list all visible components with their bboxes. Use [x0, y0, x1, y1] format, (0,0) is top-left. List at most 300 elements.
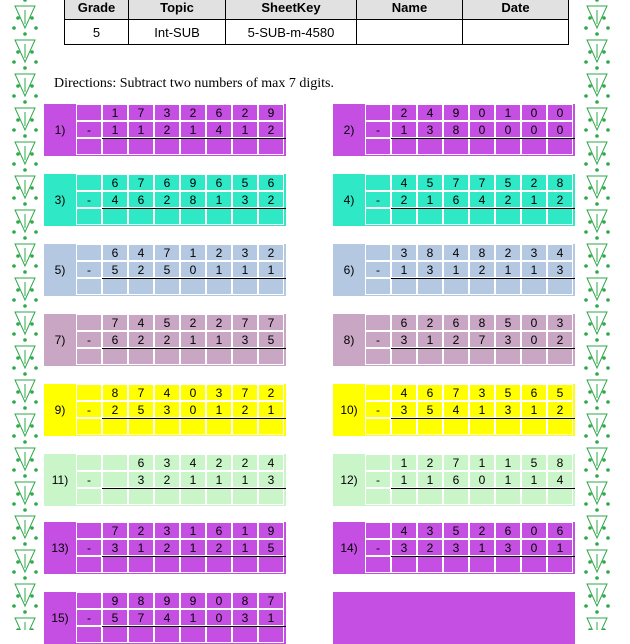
answer-cell[interactable]	[417, 208, 443, 225]
problem-number: 13)	[44, 522, 76, 574]
minuend-digit: 3	[206, 384, 232, 401]
answer-cell[interactable]	[365, 208, 391, 225]
subtrahend-digit: 1	[206, 191, 232, 208]
dot-ornament	[12, 502, 16, 506]
dot-ornament	[34, 468, 38, 472]
subtraction-line	[391, 348, 575, 349]
answer-cell[interactable]	[365, 488, 391, 505]
answer-cell[interactable]	[495, 418, 521, 435]
dot-ornament	[588, 560, 592, 564]
subtrahend-digit: 5	[417, 401, 443, 418]
minuend-digit: 2	[180, 314, 206, 331]
minuend-digit	[365, 104, 391, 121]
answer-cell[interactable]	[547, 488, 573, 505]
minuend-digit: 4	[443, 244, 469, 261]
dot-ornament	[23, 134, 27, 138]
subtrahend-digit: 1	[180, 331, 206, 348]
answer-cell[interactable]	[443, 278, 469, 295]
answer-cell[interactable]	[102, 348, 128, 365]
problem-grid	[365, 522, 575, 574]
dot-ornament	[606, 26, 610, 30]
minuend-digit: 4	[128, 244, 154, 261]
dot-ornament	[12, 298, 16, 302]
answer-cell[interactable]	[391, 556, 417, 573]
subtrahend-digit: 2	[443, 331, 469, 348]
answer-cell[interactable]	[547, 278, 573, 295]
dot-ornament	[30, 560, 34, 564]
minuend-digit: 2	[206, 454, 232, 471]
problem-number: 6)	[333, 244, 365, 296]
subtrahend-digit: 1	[417, 191, 443, 208]
problem-grid	[365, 384, 575, 436]
answer-cell[interactable]	[206, 626, 232, 643]
dot-ornament	[584, 264, 588, 268]
answer-cell[interactable]	[258, 626, 284, 643]
dot-ornament	[16, 526, 20, 530]
minuend-digit: 2	[495, 244, 521, 261]
subtrahend-digit: 2	[258, 191, 284, 208]
dot-ornament	[16, 254, 20, 258]
subtrahend-digit: 3	[495, 331, 521, 348]
problem-grid	[365, 104, 575, 156]
minuend-digit: 0	[469, 104, 495, 121]
minus-sign: -	[365, 471, 391, 488]
problem-grid	[76, 314, 286, 366]
subtrahend-digit: 0	[521, 331, 547, 348]
answer-cell[interactable]	[154, 418, 180, 435]
answer-cell[interactable]	[102, 626, 128, 643]
dot-ornament	[34, 400, 38, 404]
answer-cell[interactable]	[391, 138, 417, 155]
dot-ornament	[12, 128, 16, 132]
answer-cell[interactable]	[128, 626, 154, 643]
dot-ornament	[12, 94, 16, 98]
minuend-digit	[76, 174, 102, 191]
answer-cell[interactable]	[180, 626, 206, 643]
subtrahend-digit: 1	[206, 401, 232, 418]
subtraction-line	[102, 556, 286, 557]
dot-ornament	[606, 468, 610, 472]
answer-cell[interactable]	[206, 278, 232, 295]
dot-ornament	[588, 492, 592, 496]
dot-ornament	[602, 322, 606, 326]
minuend-digit: 7	[128, 174, 154, 191]
answer-cell[interactable]	[469, 488, 495, 505]
dot-ornament	[30, 16, 34, 20]
subtraction-line	[102, 278, 286, 279]
answer-cell[interactable]	[232, 556, 258, 573]
subtrahend-digit: 5	[102, 261, 128, 278]
subtrahend-digit: 1	[232, 471, 258, 488]
answer-cell[interactable]	[547, 348, 573, 365]
subtrahend-digit: 2	[547, 191, 573, 208]
minuend-digit: 9	[102, 592, 128, 609]
subtraction-line	[391, 138, 575, 139]
answer-cell[interactable]	[521, 348, 547, 365]
answer-cell[interactable]	[469, 208, 495, 225]
answer-cell[interactable]	[417, 348, 443, 365]
dot-ornament	[34, 60, 38, 64]
answer-cell[interactable]	[232, 208, 258, 225]
answer-cell[interactable]	[521, 138, 547, 155]
answer-cell[interactable]	[76, 278, 102, 295]
answer-cell[interactable]	[154, 348, 180, 365]
answer-cell[interactable]	[417, 556, 443, 573]
subtrahend-digit: 2	[469, 261, 495, 278]
answer-cell[interactable]	[258, 138, 284, 155]
answer-cell[interactable]	[417, 278, 443, 295]
dot-ornament	[602, 356, 606, 360]
minuend-digit: 1	[102, 104, 128, 121]
subtrahend-digit: 1	[180, 609, 206, 626]
problem-number: 4)	[333, 174, 365, 226]
minuend-digit: 2	[206, 244, 232, 261]
answer-cell[interactable]	[443, 208, 469, 225]
answer-cell[interactable]	[102, 488, 128, 505]
dot-ornament	[584, 26, 588, 30]
answer-cell[interactable]	[391, 208, 417, 225]
answer-cell[interactable]	[258, 418, 284, 435]
answer-cell[interactable]	[180, 348, 206, 365]
answer-cell[interactable]	[232, 278, 258, 295]
answer-cell[interactable]	[417, 488, 443, 505]
dot-ornament	[30, 152, 34, 156]
subtraction-line	[102, 488, 286, 489]
subtrahend-digit: 8	[443, 121, 469, 138]
dot-ornament	[23, 610, 27, 614]
dot-ornament	[602, 84, 606, 88]
answer-cell[interactable]	[391, 348, 417, 365]
dot-ornament	[23, 542, 27, 546]
answer-cell[interactable]	[495, 208, 521, 225]
minuend-digit: 0	[521, 104, 547, 121]
subtrahend-digit: 3	[391, 331, 417, 348]
subtrahend-digit: 2	[495, 191, 521, 208]
minuend-digit: 4	[180, 454, 206, 471]
dot-ornament	[16, 356, 20, 360]
answer-cell[interactable]	[521, 488, 547, 505]
name-field[interactable]	[357, 20, 463, 45]
answer-cell[interactable]	[365, 138, 391, 155]
subtrahend-digit: 1	[521, 191, 547, 208]
answer-cell[interactable]	[469, 418, 495, 435]
dot-ornament	[588, 254, 592, 258]
subtrahend-digit: 0	[180, 261, 206, 278]
answer-cell[interactable]	[102, 138, 128, 155]
answer-cell[interactable]	[206, 208, 232, 225]
minuend-digit: 3	[232, 244, 258, 261]
subtrahend-digit: 3	[258, 471, 284, 488]
dot-ornament	[23, 0, 27, 2]
dot-ornament	[595, 202, 599, 206]
answer-cell[interactable]	[102, 208, 128, 225]
subtrahend-digit: 1	[102, 121, 128, 138]
answer-cell[interactable]	[76, 626, 102, 643]
answer-cell[interactable]	[258, 556, 284, 573]
dot-ornament	[30, 424, 34, 428]
dot-ornament	[602, 16, 606, 20]
answer-cell[interactable]	[547, 138, 573, 155]
answer-cell[interactable]	[469, 138, 495, 155]
problem-grid	[365, 314, 575, 366]
answer-cell[interactable]	[469, 556, 495, 573]
subtrahend-digit: 6	[102, 331, 128, 348]
answer-cell[interactable]	[495, 138, 521, 155]
answer-cell[interactable]	[76, 418, 102, 435]
minuend-digit: 7	[154, 244, 180, 261]
minus-sign: -	[76, 121, 102, 138]
answer-cell[interactable]	[154, 278, 180, 295]
answer-cell[interactable]	[547, 418, 573, 435]
minuend-digit: 6	[521, 384, 547, 401]
answer-cell[interactable]	[102, 556, 128, 573]
subtrahend-digit: 1	[521, 261, 547, 278]
answer-cell[interactable]	[443, 138, 469, 155]
answer-cell[interactable]	[76, 348, 102, 365]
answer-cell[interactable]	[365, 556, 391, 573]
dot-ornament	[34, 366, 38, 370]
minuend-digit: 3	[154, 104, 180, 121]
minuend-digit: 1	[180, 244, 206, 261]
dot-ornament	[588, 186, 592, 190]
subtrahend-digit: 1	[391, 121, 417, 138]
subtraction-line	[391, 556, 575, 557]
problem-number: 15)	[44, 592, 76, 644]
minuend-digit: 8	[469, 314, 495, 331]
subtraction-line	[102, 208, 286, 209]
subtrahend-digit	[102, 471, 128, 488]
dot-ornament	[30, 526, 34, 530]
subtrahend-digit: 7	[469, 331, 495, 348]
dot-ornament	[12, 264, 16, 268]
dot-ornament	[12, 26, 16, 30]
dot-ornament	[595, 474, 599, 478]
answer-cell[interactable]	[521, 208, 547, 225]
dot-ornament	[34, 162, 38, 166]
problem-6	[333, 244, 575, 296]
answer-cell[interactable]	[128, 556, 154, 573]
answer-cell[interactable]	[258, 488, 284, 505]
answer-cell[interactable]	[547, 556, 573, 573]
dot-ornament	[595, 66, 599, 70]
minuend-digit: 6	[102, 174, 128, 191]
answer-cell[interactable]	[154, 626, 180, 643]
dot-ornament	[584, 128, 588, 132]
dot-ornament	[584, 570, 588, 574]
subtrahend-digit: 2	[547, 401, 573, 418]
answer-cell[interactable]	[232, 626, 258, 643]
answer-cell[interactable]	[391, 488, 417, 505]
dot-ornament	[606, 332, 610, 336]
answer-cell[interactable]	[258, 208, 284, 225]
subtrahend-digit: 3	[128, 471, 154, 488]
answer-cell[interactable]	[128, 348, 154, 365]
answer-cell[interactable]	[391, 418, 417, 435]
answer-cell[interactable]	[180, 138, 206, 155]
problem-number: 1)	[44, 104, 76, 156]
dot-ornament	[12, 536, 16, 540]
answer-cell[interactable]	[76, 208, 102, 225]
dot-ornament	[595, 508, 599, 512]
subtrahend-digit: 1	[417, 331, 443, 348]
subtrahend-digit: 4	[206, 121, 232, 138]
dot-ornament	[584, 400, 588, 404]
problem-grid	[365, 592, 575, 644]
answer-cell[interactable]	[365, 418, 391, 435]
minuend-digit: 8	[547, 454, 573, 471]
dot-ornament	[16, 152, 20, 156]
dot-ornament	[30, 288, 34, 292]
dot-ornament	[595, 304, 599, 308]
subtrahend-digit: 1	[206, 331, 232, 348]
problem-number: 7)	[44, 314, 76, 366]
answer-cell[interactable]	[206, 488, 232, 505]
answer-cell[interactable]	[206, 556, 232, 573]
answer-cell[interactable]	[128, 138, 154, 155]
date-field[interactable]	[463, 20, 569, 45]
dot-ornament	[595, 576, 599, 580]
minuend-digit: 6	[495, 522, 521, 539]
answer-cell[interactable]	[258, 278, 284, 295]
answer-cell[interactable]	[128, 278, 154, 295]
dot-ornament	[23, 338, 27, 342]
minuend-digit: 6	[206, 522, 232, 539]
answer-cell[interactable]	[443, 418, 469, 435]
answer-cell[interactable]	[102, 418, 128, 435]
subtrahend-digit: 1	[258, 261, 284, 278]
minuend-digit	[365, 522, 391, 539]
dot-ornament	[23, 270, 27, 274]
answer-cell[interactable]	[391, 278, 417, 295]
answer-cell[interactable]	[417, 138, 443, 155]
subtrahend-digit: 0	[180, 401, 206, 418]
minus-sign: -	[365, 121, 391, 138]
answer-cell[interactable]	[76, 556, 102, 573]
answer-cell[interactable]	[154, 138, 180, 155]
answer-cell[interactable]	[521, 556, 547, 573]
dot-ornament	[602, 390, 606, 394]
dot-ornament	[588, 288, 592, 292]
minuend-digit: 3	[547, 314, 573, 331]
answer-cell[interactable]	[495, 278, 521, 295]
answer-cell[interactable]	[495, 556, 521, 573]
subtrahend-digit: 3	[495, 401, 521, 418]
answer-cell[interactable]	[232, 418, 258, 435]
answer-cell[interactable]	[206, 348, 232, 365]
answer-cell[interactable]	[180, 418, 206, 435]
grade-value: 5	[65, 20, 129, 45]
subtrahend-digit: 1	[206, 471, 232, 488]
answer-cell[interactable]	[547, 208, 573, 225]
answer-cell[interactable]	[417, 418, 443, 435]
answer-cell[interactable]	[206, 418, 232, 435]
answer-cell[interactable]	[76, 138, 102, 155]
problem-grid	[76, 104, 286, 156]
answer-cell[interactable]	[495, 488, 521, 505]
problem-14	[333, 522, 575, 574]
minuend-digit: 8	[232, 592, 258, 609]
answer-cell[interactable]	[154, 488, 180, 505]
problem-8	[333, 314, 575, 366]
subtrahend-digit: 2	[258, 121, 284, 138]
subtrahend-digit: 1	[391, 261, 417, 278]
minuend-digit: 7	[128, 384, 154, 401]
subtrahend-digit: 1	[180, 539, 206, 556]
problem-grid	[365, 454, 575, 506]
answer-cell[interactable]	[128, 418, 154, 435]
minuend-digit: 5	[495, 314, 521, 331]
minuend-digit	[76, 244, 102, 261]
minuend-digit: 1	[232, 522, 258, 539]
answer-cell[interactable]	[521, 278, 547, 295]
problem-number: 5)	[44, 244, 76, 296]
subtrahend-digit: 0	[521, 121, 547, 138]
subtraction-line	[102, 348, 286, 349]
answer-cell[interactable]	[154, 556, 180, 573]
minuend-digit: 6	[206, 174, 232, 191]
subtrahend-digit: 0	[495, 121, 521, 138]
decorative-border-left	[12, 0, 38, 630]
dot-ornament	[602, 186, 606, 190]
subtrahend-digit: 3	[232, 191, 258, 208]
date-label: Date	[463, 0, 569, 20]
answer-cell[interactable]	[206, 138, 232, 155]
minuend-digit: 2	[180, 104, 206, 121]
answer-cell[interactable]	[443, 556, 469, 573]
minuend-digit: 2	[128, 522, 154, 539]
answer-cell[interactable]	[232, 348, 258, 365]
dot-ornament	[584, 332, 588, 336]
dot-ornament	[595, 610, 599, 614]
answer-cell[interactable]	[180, 488, 206, 505]
answer-cell[interactable]	[495, 348, 521, 365]
answer-cell[interactable]	[180, 556, 206, 573]
answer-cell[interactable]	[365, 348, 391, 365]
answer-cell[interactable]	[128, 208, 154, 225]
subtraction-line	[102, 138, 286, 139]
answer-cell[interactable]	[443, 488, 469, 505]
answer-cell[interactable]	[232, 138, 258, 155]
answer-cell[interactable]	[469, 278, 495, 295]
problem-7	[44, 314, 286, 366]
dot-ornament	[16, 390, 20, 394]
subtrahend-digit: 5	[128, 401, 154, 418]
answer-cell[interactable]	[232, 488, 258, 505]
answer-cell[interactable]	[76, 488, 102, 505]
dot-ornament	[16, 84, 20, 88]
dot-ornament	[12, 60, 16, 64]
minuend-digit: 6	[258, 174, 284, 191]
answer-cell[interactable]	[469, 348, 495, 365]
answer-cell[interactable]	[180, 208, 206, 225]
dot-ornament	[12, 162, 16, 166]
dot-ornament	[30, 594, 34, 598]
answer-cell[interactable]	[258, 348, 284, 365]
minuend-digit: 8	[128, 592, 154, 609]
answer-cell[interactable]	[128, 488, 154, 505]
answer-cell[interactable]	[102, 278, 128, 295]
answer-cell[interactable]	[180, 278, 206, 295]
answer-cell[interactable]	[154, 208, 180, 225]
problem-5	[44, 244, 286, 296]
minuend-digit: 9	[258, 522, 284, 539]
answer-cell[interactable]	[443, 348, 469, 365]
minuend-digit: 5	[232, 174, 258, 191]
answer-cell[interactable]	[365, 278, 391, 295]
answer-cell[interactable]	[521, 418, 547, 435]
minus-sign: -	[365, 401, 391, 418]
minuend-digit: 6	[547, 522, 573, 539]
